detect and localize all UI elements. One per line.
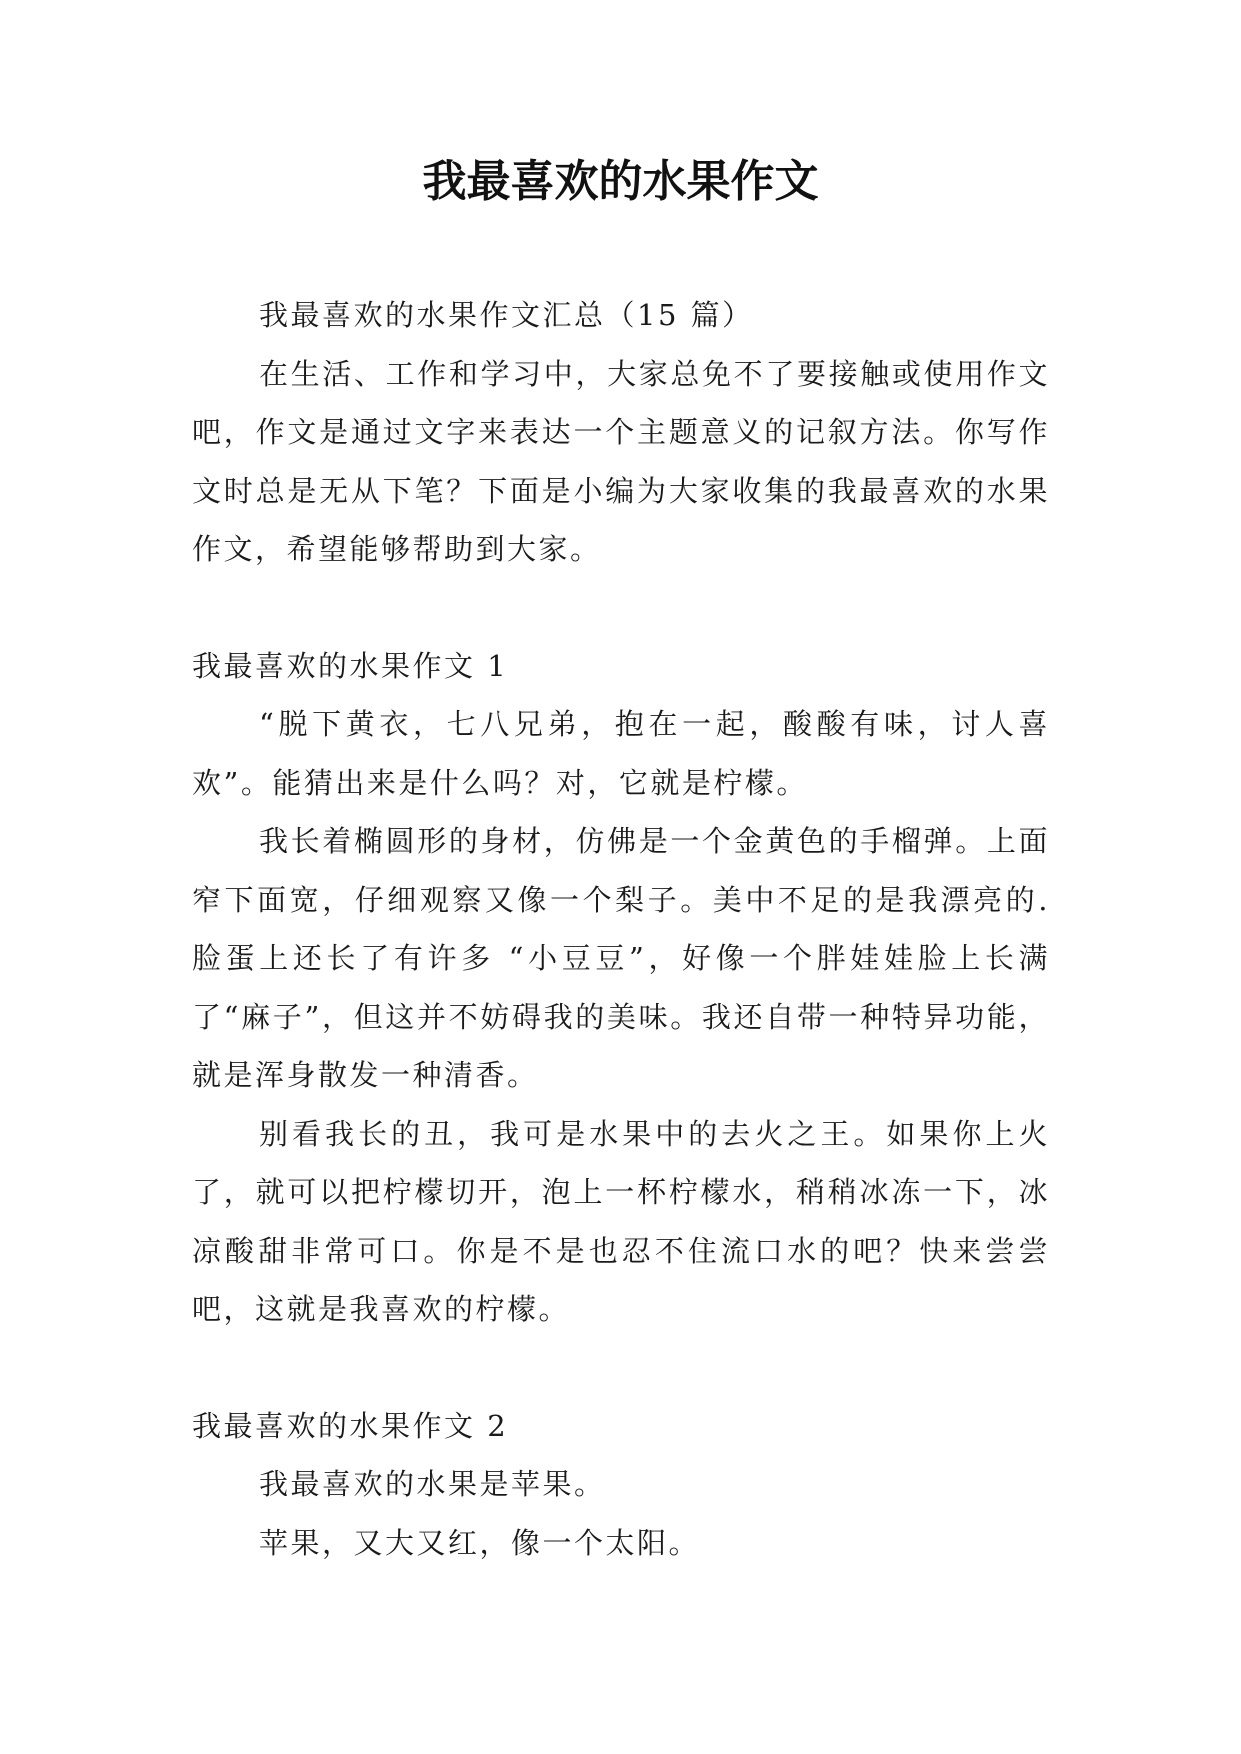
section-heading: 我最喜欢的水果作文 1 [192, 648, 509, 683]
paragraph: 别看我长的丑，我可是水果中的去火之王。如果你上火了，就可以把柠檬切开，泡上一杯柠檬水，稍稍冰冻一下，冰凉酸甜非常可口。你是不是也忍不住流口水的吧？快来尝尝吧，这就是我喜欢的柠檬。 [192, 1116, 1050, 1326]
section-heading: 我最喜欢的水果作文 2 [192, 1408, 509, 1443]
intro-line: 我最喜欢的水果作文汇总（15 篇） [259, 298, 754, 332]
document-title: 我最喜欢的水果作文 [422, 156, 819, 207]
paragraph: 我最喜欢的水果是苹果。 [259, 1467, 606, 1501]
section-spacer [192, 579, 1050, 637]
paragraph: 苹果，又大又红，像一个太阳。 [259, 1525, 701, 1560]
paragraph: 我长着椭圆形的身材，仿佛是一个金黄色的手榴弹。上面窄下面宽，仔细观察又像一个梨子。美中不足的是我漂亮的.脸蛋上还长了有许多 “小豆豆”，好像一个胖娃娃脸上长满了“麻子”，但这并不妨碍我的美味。我还自带一种特异功能，就是浑身散发一种清香。 [192, 824, 1050, 1092]
section-spacer [192, 1339, 1050, 1397]
intro-paragraph: 在生活、工作和学习中，大家总免不了要接触或使用作文吧，作文是通过文字来表达一个主题意义的记叙方法。你写作文时总是无从下笔？下面是小编为大家收集的我最喜欢的水果作文，希望能够帮助到大家。 [192, 356, 1050, 566]
document-body [192, 286, 1050, 1572]
paragraph: “脱下黄衣，七八兄弟，抱在一起，酸酸有味，讨人喜欢”。能猜出来是什么吗？对，它就是柠檬。 [192, 707, 1050, 800]
